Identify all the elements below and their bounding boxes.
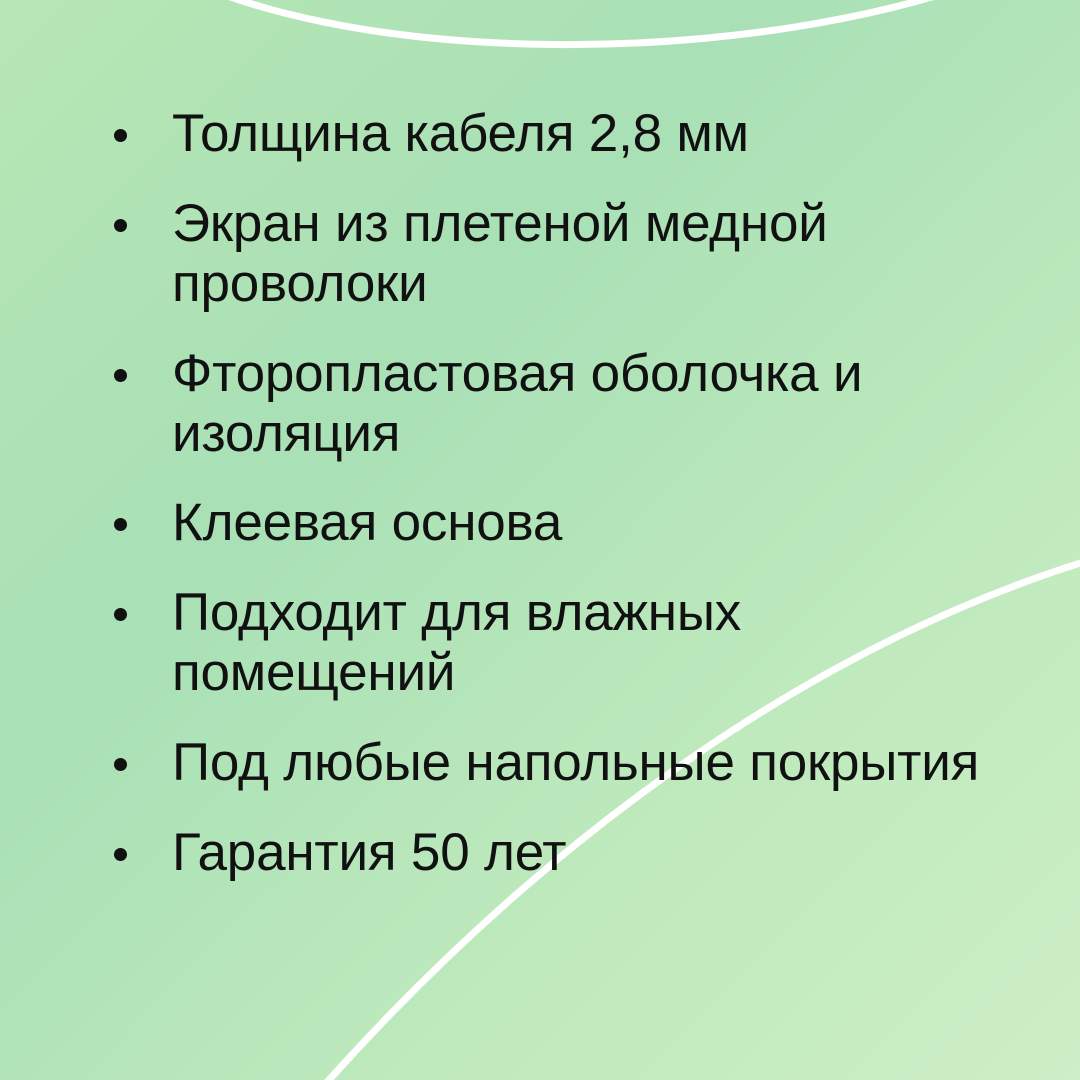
bullet-icon [114, 219, 127, 232]
list-item [104, 104, 1010, 164]
bullet-icon [114, 848, 127, 861]
bullet-icon [114, 758, 127, 771]
list-item [104, 493, 1010, 553]
list-item-label: Толщина кабеля 2,8 мм [172, 104, 749, 163]
list-item [104, 583, 1010, 703]
list-item-label: Гарантия 50 лет [172, 822, 567, 882]
list-item-label: Под любые напольные покрытия [172, 733, 980, 792]
bullet-icon [114, 129, 127, 142]
list-item-label: Подходит для влажных помещений [172, 583, 742, 703]
bullet-icon [114, 518, 127, 531]
list-item-label: Экран из плетеной медной проволоки [172, 193, 828, 313]
list-item [104, 823, 1010, 883]
feature-list [104, 104, 1010, 883]
list-item [104, 194, 1010, 314]
bullet-icon [114, 369, 127, 382]
bullet-icon [114, 608, 127, 621]
list-item-label: Фторопластовая оболочка и изоляция [172, 343, 863, 463]
list-item-label: Клеевая основа [172, 493, 563, 553]
list-item [104, 344, 1010, 464]
list-item [104, 733, 1010, 793]
